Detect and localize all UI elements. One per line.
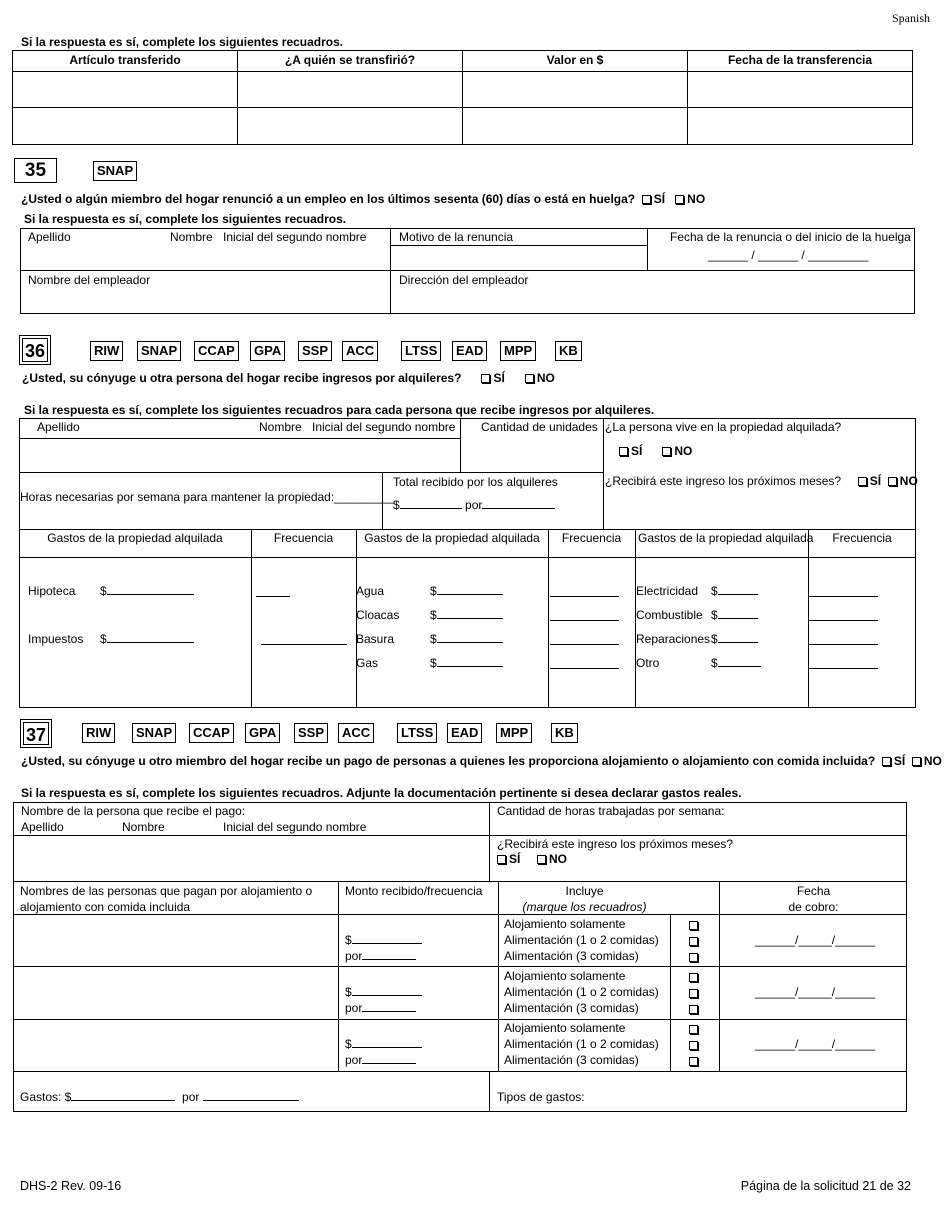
pagan-label-2: alojamiento con comida incluida <box>20 900 191 914</box>
opcion-alojamiento: Alojamiento solamente <box>504 1021 626 1035</box>
s35-instruction: Si la respuesta es sí, complete los siguientes recuadros. <box>24 212 347 226</box>
vive-label: ¿La persona vive en la propiedad alquilada? <box>605 420 842 434</box>
tipos-gastos-label: Tipos de gastos: <box>497 1090 585 1104</box>
table-row <box>13 72 913 108</box>
no-checkbox[interactable] <box>662 447 671 456</box>
hipoteca-label: Hipoteca <box>28 584 76 598</box>
total-label: Total recibido por los alquileres <box>393 475 558 489</box>
code-ccap: CCAP <box>194 341 239 361</box>
no-label: NO <box>549 852 568 866</box>
por-label: por <box>345 949 363 963</box>
no-label: NO <box>923 754 942 768</box>
s37-boarder-box <box>13 802 907 1112</box>
marque-label: (marque los recuadros) <box>522 900 647 914</box>
table-row <box>13 108 913 145</box>
fecha-cobro-input[interactable]: ______/_____/______ <box>755 1037 876 1051</box>
s34-instruction: Si la respuesta es sí, complete los siguientes recuadros. <box>21 35 344 49</box>
monto-input[interactable] <box>345 933 422 947</box>
opcion-alimentacion-3: Alimentación (3 comidas) <box>504 949 639 963</box>
code-mpp: MPP <box>500 341 536 361</box>
s37-instruction: Si la respuesta es sí, complete los siguientes recuadros. Adjunte la documentación pertinente si desea declarar gastos reales. <box>21 786 742 800</box>
code-gpa: GPA <box>250 341 285 361</box>
opcion-alimentacion-3: Alimentación (3 comidas) <box>504 1001 639 1015</box>
form-id: DHS-2 Rev. 09-16 <box>20 1179 122 1193</box>
code-ssp: SSP <box>298 341 332 361</box>
vive-options <box>619 444 692 458</box>
no-label: NO <box>674 444 693 458</box>
yes-label: SÍ <box>869 474 882 488</box>
code-ead: EAD <box>452 341 487 361</box>
por-label: por <box>465 498 483 512</box>
yes-checkbox[interactable] <box>882 757 891 766</box>
section-35-number: 35 <box>14 158 57 183</box>
cloacas-input[interactable]: $ <box>430 608 503 622</box>
fecha-label-1: Fecha <box>796 884 831 898</box>
input-cell[interactable] <box>13 72 238 108</box>
agua-frecuencia-input[interactable] <box>550 586 619 597</box>
gastos-label: Gastos: $ <box>20 1090 72 1104</box>
yes-label: SÍ <box>509 852 521 866</box>
col-valor: Valor en $ <box>463 51 688 72</box>
cloacas-label: Cloacas <box>356 608 400 622</box>
total-input[interactable] <box>393 498 555 512</box>
code-snap: SNAP <box>137 341 181 361</box>
dollar-sign: $ <box>345 985 352 999</box>
yes-label: SÍ <box>493 371 505 385</box>
s37-question-text: ¿Usted, su cónyuge u otro miembro del hogar recibe un pago de personas a quienes les proporciona alojamiento o alojamiento con comida incluida? <box>21 754 876 768</box>
por-label: por <box>345 1001 363 1015</box>
cloacas-frecuencia-input[interactable] <box>550 610 619 621</box>
yes-checkbox[interactable] <box>619 447 628 456</box>
recibira-label: ¿Recibirá este ingreso los próximos meses? <box>605 474 842 488</box>
gas-label: Gas <box>356 656 379 670</box>
opcion-checkbox[interactable] <box>689 1057 698 1066</box>
code-ead: EAD <box>447 723 482 743</box>
combustible-label: Combustible <box>636 608 703 622</box>
fecha-label-2: de cobro: <box>788 900 839 914</box>
code-ssp: SSP <box>294 723 328 743</box>
persona-pago-label: Nombre de la persona que recibe el pago: <box>21 804 246 818</box>
impuestos-input[interactable]: $ <box>100 632 194 646</box>
recibira-label: ¿Recibirá este ingreso los próximos meses? <box>497 837 734 851</box>
nombre-label: Nombre <box>259 420 302 434</box>
pagan-label-1: Nombres de las personas que pagan por alojamiento o <box>20 884 313 898</box>
por-input[interactable] <box>345 1053 416 1067</box>
combustible-frecuencia-input[interactable] <box>809 610 878 621</box>
gastos-input[interactable] <box>20 1090 299 1104</box>
inicial-label: Inicial del segundo nombre <box>223 230 367 244</box>
reparaciones-label: Reparaciones <box>636 632 711 646</box>
code-kb: KB <box>551 723 578 743</box>
code-riw: RIW <box>90 341 123 361</box>
monto-label: Monto recibido/frecuencia <box>345 884 483 898</box>
por-input[interactable] <box>345 949 416 963</box>
code-mpp: MPP <box>496 723 532 743</box>
yes-checkbox[interactable] <box>481 374 490 383</box>
col-articulo: Artículo transferido <box>13 51 238 72</box>
opcion-checkbox[interactable] <box>689 937 698 946</box>
inicial-label: Inicial del segundo nombre <box>312 420 456 434</box>
electricidad-frecuencia-input[interactable] <box>809 586 878 597</box>
motivo-label: Motivo de la renuncia <box>399 230 514 244</box>
por-input[interactable] <box>345 1001 416 1015</box>
reparaciones-input[interactable]: $ <box>711 632 758 646</box>
electricidad-input[interactable]: $ <box>711 584 758 598</box>
input-cell[interactable] <box>463 108 688 145</box>
monto-input[interactable] <box>345 1037 422 1051</box>
direccion-label: Dirección del empleador <box>399 273 529 287</box>
dollar-sign: $ <box>393 498 400 512</box>
yes-label: SÍ <box>631 444 643 458</box>
input-cell[interactable] <box>688 72 913 108</box>
reparaciones-frecuencia-input[interactable] <box>809 634 878 645</box>
basura-input[interactable]: $ <box>430 632 503 646</box>
recibira-row <box>605 474 918 488</box>
opcion-checkbox[interactable] <box>689 1005 698 1014</box>
opcion-checkbox[interactable] <box>689 973 698 982</box>
por-label: por <box>345 1053 363 1067</box>
apellido-label: Apellido <box>37 420 80 434</box>
section-37-number: 37 <box>23 722 49 745</box>
yes-checkbox[interactable] <box>858 477 867 486</box>
code-ltss: LTSS <box>401 341 441 361</box>
horas-label: Cantidad de horas trabajadas por semana: <box>497 804 725 818</box>
agua-input[interactable]: $ <box>430 584 503 598</box>
s36-question <box>22 371 555 385</box>
opcion-alimentacion-1-2: Alimentación (1 o 2 comidas) <box>504 1037 659 1051</box>
opcion-alimentacion-1-2: Alimentación (1 o 2 comidas) <box>504 985 659 999</box>
no-checkbox[interactable] <box>537 855 546 864</box>
incluye-label: Incluye <box>565 884 604 898</box>
electricidad-label: Electricidad <box>636 584 699 598</box>
input-cell[interactable] <box>13 108 238 145</box>
no-checkbox[interactable] <box>888 477 897 486</box>
agua-label: Agua <box>356 584 385 598</box>
frecuencia-header-2: Frecuencia <box>561 531 622 545</box>
yes-checkbox[interactable] <box>642 195 651 204</box>
no-label: NO <box>687 192 706 206</box>
impuestos-frecuencia-input[interactable] <box>261 634 347 645</box>
opcion-checkbox[interactable] <box>689 1025 698 1034</box>
opcion-checkbox[interactable] <box>689 1041 698 1050</box>
basura-label: Basura <box>356 632 395 646</box>
s34-transfer-table <box>12 50 913 145</box>
language-label: Spanish <box>891 11 930 25</box>
por-label: por <box>182 1090 200 1104</box>
fecha-renuncia-label: Fecha de la renuncia o del inicio de la huelga <box>670 230 911 244</box>
combustible-input[interactable]: $ <box>711 608 758 622</box>
otro-frecuencia-input[interactable] <box>809 658 878 669</box>
opcion-alimentacion-3: Alimentación (3 comidas) <box>504 1053 639 1067</box>
s35-question-text: ¿Usted o algún miembro del hogar renunció a un empleo en los últimos sesenta (60) días o está en huelga? <box>21 192 636 206</box>
section-36-number: 36 <box>22 338 48 362</box>
no-label: NO <box>536 371 555 385</box>
fecha-cobro-input[interactable]: ______/_____/______ <box>755 985 876 999</box>
otro-input[interactable]: $ <box>711 656 761 670</box>
no-checkbox[interactable] <box>912 757 921 766</box>
code-snap: SNAP <box>93 161 137 181</box>
yes-checkbox[interactable] <box>497 855 506 864</box>
no-checkbox[interactable] <box>675 195 684 204</box>
code-riw: RIW <box>82 723 115 743</box>
code-ccap: CCAP <box>189 723 234 743</box>
hipoteca-frecuencia-input[interactable] <box>256 586 290 597</box>
s36-instruction: Si la respuesta es sí, complete los siguientes recuadros para cada persona que recibe ingresos por alquileres. <box>24 403 655 417</box>
opcion-alojamiento: Alojamiento solamente <box>504 969 626 983</box>
col-fecha: Fecha de la transferencia <box>688 51 913 72</box>
col-a-quien: ¿A quién se transfirió? <box>238 51 463 72</box>
gas-input[interactable]: $ <box>430 656 503 670</box>
opcion-alojamiento: Alojamiento solamente <box>504 917 626 931</box>
fecha-cobro-input[interactable]: ______/_____/______ <box>755 933 876 947</box>
code-snap: SNAP <box>132 723 176 743</box>
input-cell[interactable] <box>463 72 688 108</box>
s35-question <box>21 192 705 206</box>
code-gpa: GPA <box>245 723 280 743</box>
hipoteca-input[interactable]: $ <box>100 584 194 598</box>
page-number: Página de la solicitud 21 de 32 <box>740 1179 911 1193</box>
unidades-label: Cantidad de unidades <box>481 420 598 434</box>
apellido-label: Apellido <box>21 820 64 834</box>
code-acc: ACC <box>338 723 374 743</box>
horas-label: Horas necesarias por semana para mantener la propiedad:_________ <box>20 490 395 504</box>
apellido-label: Apellido <box>28 230 71 244</box>
basura-frecuencia-input[interactable] <box>550 634 619 645</box>
s36-question-text: ¿Usted, su cónyuge u otra persona del hogar recibe ingresos por alquileres? <box>22 371 462 385</box>
no-label: NO <box>899 474 918 488</box>
dollar-sign: $ <box>345 1037 352 1051</box>
monto-input[interactable] <box>345 985 422 999</box>
fecha-renuncia-input[interactable]: ______ / ______ / _________ <box>708 248 869 262</box>
otro-label: Otro <box>636 656 660 670</box>
gas-frecuencia-input[interactable] <box>550 658 619 669</box>
opcion-checkbox[interactable] <box>689 953 698 962</box>
opcion-alimentacion-1-2: Alimentación (1 o 2 comidas) <box>504 933 659 947</box>
no-checkbox[interactable] <box>525 374 534 383</box>
impuestos-label: Impuestos <box>28 632 84 646</box>
recibira-options <box>497 852 567 866</box>
input-cell[interactable] <box>688 108 913 145</box>
input-cell[interactable] <box>238 72 463 108</box>
opcion-checkbox[interactable] <box>689 989 698 998</box>
yes-label: SÍ <box>653 192 666 206</box>
gastos-header-1: Gastos de la propiedad alquilada <box>47 531 223 545</box>
frecuencia-header-1: Frecuencia <box>273 531 334 545</box>
frecuencia-header-3: Frecuencia <box>832 531 892 545</box>
s37-question <box>21 754 942 768</box>
dollar-sign: $ <box>345 933 352 947</box>
input-cell[interactable] <box>238 108 463 145</box>
opcion-checkbox[interactable] <box>689 921 698 930</box>
nombre-label: Nombre <box>122 820 165 834</box>
code-kb: KB <box>555 341 582 361</box>
code-acc: ACC <box>342 341 378 361</box>
code-ltss: LTSS <box>397 723 437 743</box>
inicial-label: Inicial del segundo nombre <box>223 820 367 834</box>
gastos-header-3: Gastos de la propiedad alquilada <box>638 531 814 545</box>
nombre-label: Nombre <box>170 230 213 244</box>
gastos-header-2: Gastos de la propiedad alquilada <box>364 531 540 545</box>
empleador-label: Nombre del empleador <box>28 273 151 287</box>
yes-label: SÍ <box>893 754 906 768</box>
